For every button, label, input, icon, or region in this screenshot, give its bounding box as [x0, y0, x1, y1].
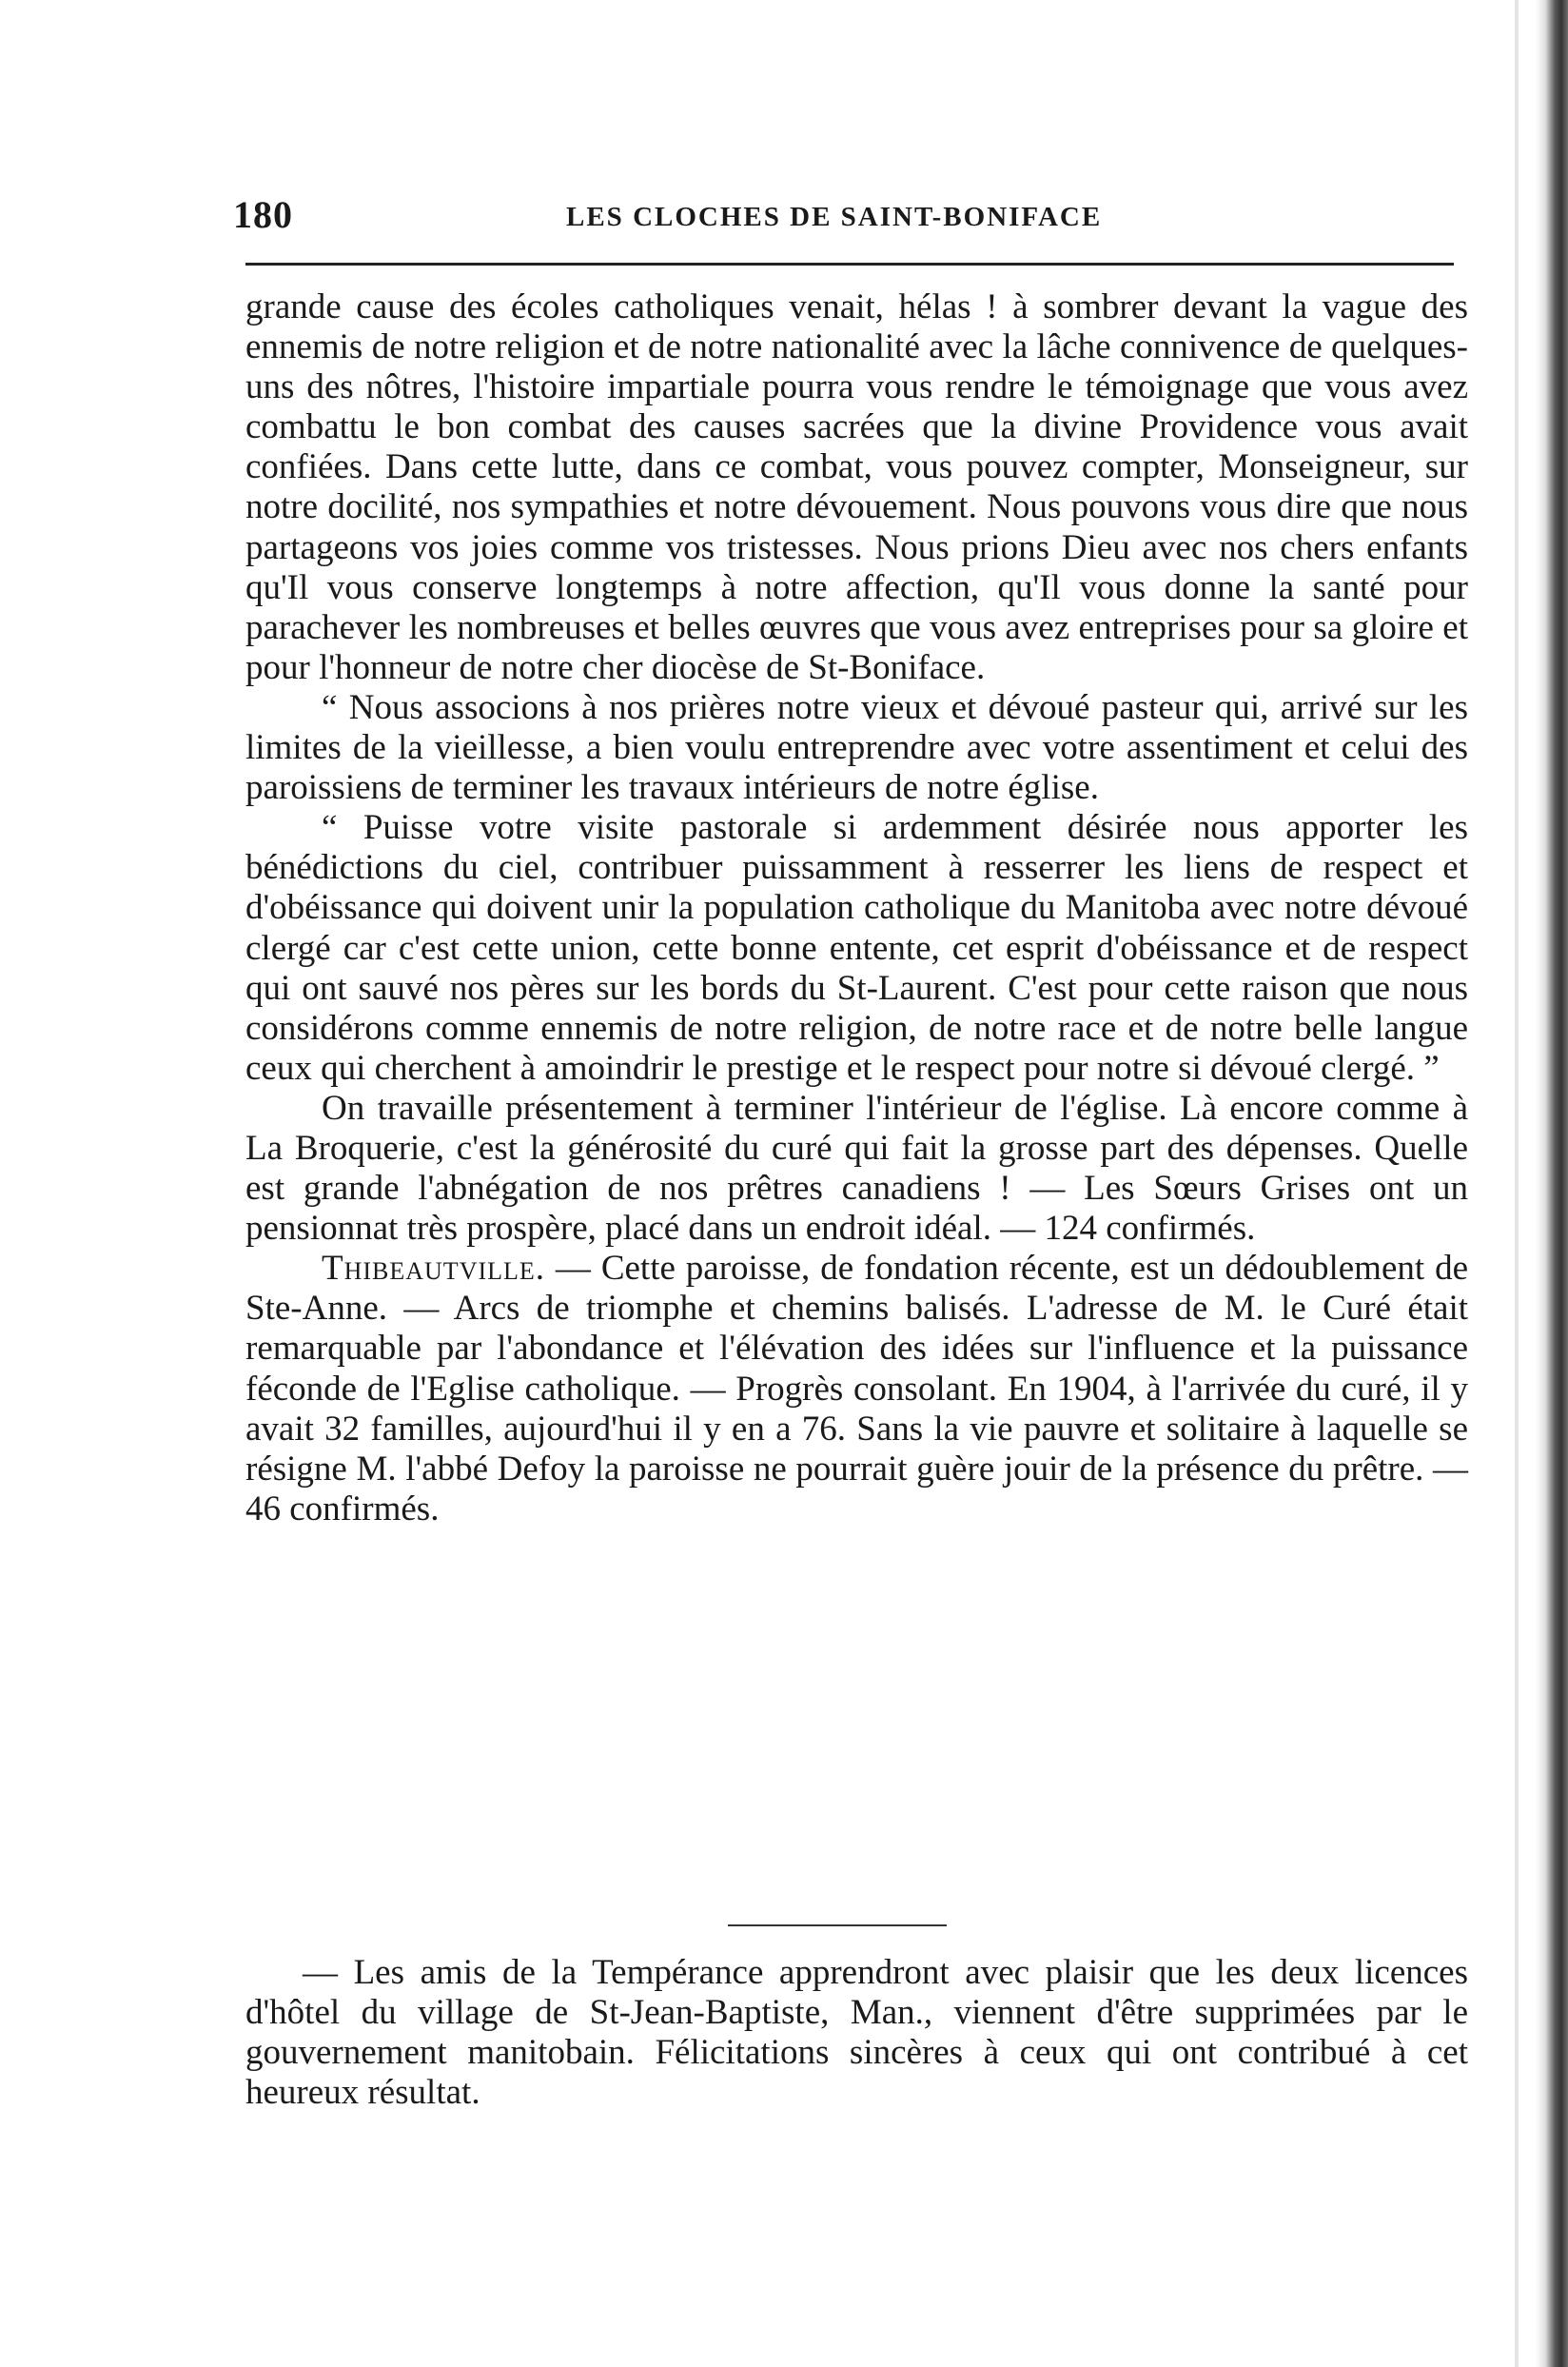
paragraph-church-works: On travaille présentement à terminer l'intérieur de l'église. Là encore comme à La Broquerie, c'est la générosité du curé qui fait la grosse part des dépenses. Quelle est grande l'abnégation de nos prêtres canadiens ! — Les Sœurs Grises ont un pensionnat très prospère, placé dans un endroit idéal. — 124 confirmés.: [245, 1088, 1468, 1249]
page-number: 180: [233, 193, 293, 236]
scan-edge-line: [1515, 0, 1519, 2367]
paragraph-thibeautville: [245, 1249, 1468, 1529]
parish-name: Thibeautville.: [322, 1249, 546, 1289]
temperance-note: [245, 1953, 1468, 2113]
paragraph-pastoral-visit: “ Puisse votre visite pastorale si ardemment désirée nous apporter les bénédictions du ciel, contribuer puissamment à resserrer les liens de respect et d'obéissance qui doivent unir la population catholique du Manitoba avec notre dévoué clergé car c'est cette union, cette bonne entente, cet esprit d'obéissance et de respect qui ont sauvé nos pères sur les bords du St-Laurent. C'est pour cette raison que nous considérons comme ennemis de notre religion, de notre race et de notre belle langue ceux qui cherchent à amoindrir le prestige et le respect pour notre si dévoué clergé. ”: [245, 808, 1468, 1088]
scan-edge-shadow: [1536, 0, 1568, 2367]
section-separator: [728, 1924, 947, 1926]
paragraph-thibeautville-text: — Cette paroisse, de fondation récente, est un dédoublement de Ste-Anne. — Arcs de triomphe et chemins balisés. L'adresse de M. le Curé était remarquable par l'abondance et l'élévation des idées sur l'influence et la puissance féconde de l'Eglise catholique. — Progrès consolant. En 1904, à l'arrivée du curé, il y avait 32 familles, aujourd'hui il y en a 76. Sans la vie pauvre et solitaire à laquelle se résigne M. l'abbé Defoy la paroisse ne pourrait guère jouir de la présence du prêtre. — 46 confirmés.: [245, 1249, 1468, 1529]
paragraph-pastor: “ Nous associons à nos prières notre vieux et dévoué pasteur qui, arrivé sur les limites de la vieillesse, a bien voulu entreprendre avec votre assentiment et celui des paroissiens de terminer les travaux intérieurs de notre église.: [245, 687, 1468, 808]
running-head: LES CLOCHES DE SAINT-BONIFACE: [566, 202, 1103, 232]
note-paragraph: — Les amis de la Tempérance apprendront avec plaisir que les deux licences d'hôtel du village de St-Jean-Baptiste, Man., viennent d'être supprimées par le gouvernement manitobain. Félicitations sincères à ceux qui ont contribué à cet heureux résultat.: [245, 1953, 1468, 2113]
main-text: [245, 287, 1468, 1529]
page-header: [233, 192, 1456, 249]
header-rule: [245, 263, 1454, 266]
paragraph-address-end: grande cause des écoles catholiques venait, hélas ! à sombrer devant la vague des ennemis de notre religion et de notre nationalité avec la lâche connivence de quelques-uns des nôtres, l'histoire impartiale pourra vous rendre le témoignage que vous avez combattu le bon combat des causes sacrées que la divine Providence vous avait confiées. Dans cette lutte, dans ce combat, vous pouvez compter, Monseigneur, sur notre docilité, nos sympathies et notre dévouement. Nous pouvons vous dire que nous partageons vos joies comme vos tristesses. Nous prions Dieu avec nos chers enfants qu'Il vous conserve longtemps à notre affection, qu'Il vous donne la santé pour parachever les nombreuses et belles œuvres que vous avez entreprises pour sa gloire et pour l'honneur de notre cher diocèse de St-Boniface.: [245, 287, 1468, 687]
